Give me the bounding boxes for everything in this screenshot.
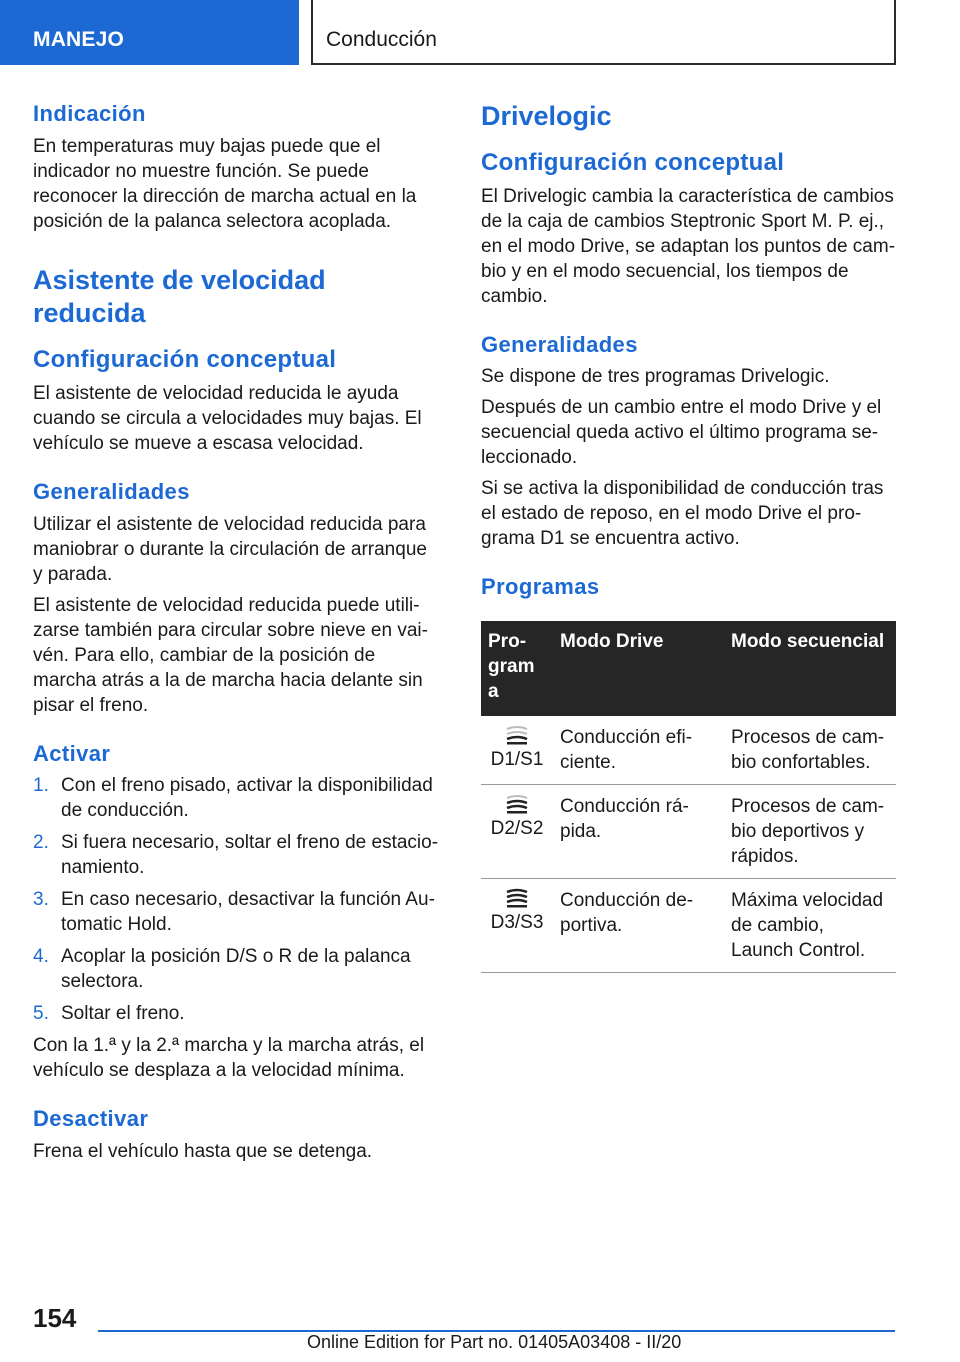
- list-item: [33, 773, 439, 823]
- step-text: Si fuera necesario, soltar el freno de estacionamiento.: [61, 832, 439, 878]
- section-tab: [0, 0, 299, 65]
- list-item: [33, 1001, 439, 1026]
- program-label: D2/S2: [490, 817, 544, 839]
- step-number: 1.: [33, 775, 49, 796]
- right-column: [481, 100, 896, 973]
- step-number: 5.: [33, 1003, 49, 1024]
- table-row: [481, 878, 896, 972]
- heading-asistente-generalidades: Generalidades: [33, 479, 190, 504]
- step-text: Acoplar la posición D/S o R de la palanca selectora.: [61, 946, 411, 992]
- step-number: 2.: [33, 832, 49, 853]
- drivelogic-1-icon: [505, 725, 529, 745]
- heading-drivelogic: Drivelogic: [481, 101, 612, 131]
- drive-cell: Conducción eficiente.: [553, 716, 724, 785]
- list-item: [33, 887, 439, 937]
- chapter-tab: [311, 0, 896, 65]
- paragraph-drivelogic-generalidades-1: Se dispone de tres programas Drivelogic.: [481, 366, 830, 388]
- table-header-row: [481, 621, 896, 716]
- step-text: Con el freno pisado, activar la disponibilidad de conducción.: [61, 775, 433, 821]
- heading-asistente: Asistente de velocidad reducida: [33, 264, 326, 329]
- step-text: Soltar el freno.: [61, 1003, 185, 1024]
- paragraph-desactivar: Frena el vehículo hasta que se detenga.: [33, 1140, 373, 1162]
- step-number: 4.: [33, 946, 49, 967]
- chapter-title: Conducción: [326, 28, 437, 51]
- paragraph-indicacion: En temperaturas muy bajas puede que el indicador no muestre función. Se puede reconocer la dirección de marcha actual en la posición de la palanca selectora acoplada.: [33, 135, 417, 232]
- table-row: [481, 716, 896, 785]
- heading-desactivar: Desactivar: [33, 1106, 149, 1131]
- paragraph-asistente-generalidades-1: Utilizar el asistente de velocidad reducida para maniobrar o durante la circulación de arranque y parada.: [33, 513, 427, 585]
- programs-table: [481, 621, 896, 973]
- paragraph-drivelogic-concepto: El Drivelogic cambia la característica de cambios de la caja de cambios Steptronic Sport M. P. ej., en el modo Drive, se adaptan los puntos de cambio y en el modo secuencial, los tiempos de cambio.: [481, 185, 896, 307]
- drivelogic-3-icon: [505, 888, 529, 908]
- list-item: [33, 830, 439, 880]
- step-text: En caso necesario, desactivar la función Automatic Hold.: [61, 889, 435, 935]
- column-header-drive: Modo Drive: [553, 621, 724, 716]
- page-number: 154: [33, 1303, 77, 1333]
- paragraph-asistente-generalidades-2: El asistente de velocidad reducida puede utilizarse también para circular sobre nieve en vaivén. Para ello, cambiar de la posición de marcha atrás a la de marcha hacia delante sin pisar el freno.: [33, 594, 428, 716]
- drive-cell: Conducción rápida.: [553, 784, 724, 878]
- program-label: D3/S3: [490, 911, 544, 933]
- table-row: [481, 784, 896, 878]
- paragraph-asistente-concepto: El asistente de velocidad reducida le ayuda cuando se circula a velocidades muy bajas. El vehículo se mueve a escasa velocidad.: [33, 383, 422, 454]
- step-number: 3.: [33, 889, 49, 910]
- program-cell: [481, 716, 553, 785]
- paragraph-drivelogic-generalidades-2: Después de un cambio entre el modo Drive y el secuencial queda activo el último programa seleccionado.: [481, 397, 882, 469]
- heading-drivelogic-concepto: Configuración conceptual: [481, 148, 785, 176]
- sequential-cell: Procesos de cambio confortables.: [724, 716, 896, 785]
- drive-cell: Conducción deportiva.: [553, 878, 724, 972]
- heading-activar: Activar: [33, 740, 111, 766]
- column-header-program: Program a: [481, 621, 553, 716]
- left-column: [33, 100, 439, 1164]
- column-header-sequential: Modo secuencial: [724, 621, 896, 716]
- activation-steps: [33, 773, 439, 1026]
- program-cell: [481, 784, 553, 878]
- program-label: D1/S1: [490, 748, 544, 770]
- sequential-cell: Procesos de cambio deportivos y rápidos.: [724, 784, 896, 878]
- heading-drivelogic-generalidades: Generalidades: [481, 331, 638, 357]
- drivelogic-2-icon: [505, 794, 529, 814]
- heading-programas: Programas: [481, 574, 600, 600]
- footer-edition: Online Edition for Part no. 01405A03408 - II/20: [307, 1332, 682, 1352]
- heading-asistente-concepto: Configuración conceptual: [33, 346, 337, 373]
- heading-indicacion: Indicación: [33, 101, 146, 126]
- program-cell: [481, 878, 553, 972]
- paragraph-drivelogic-generalidades-3: Si se activa la disponibilidad de conducción tras el estado de reposo, en el modo Drive el programa D1 se encuentra activo.: [481, 478, 884, 550]
- paragraph-after-steps: Con la 1.ª y la 2.ª marcha y la marcha atrás, el vehículo se desplaza a la velocidad mínima.: [33, 1035, 425, 1081]
- section-title: MANEJO: [33, 28, 125, 51]
- sequential-cell: Máxima velocidad de cambio, Launch Control.: [724, 878, 896, 972]
- list-item: [33, 944, 439, 994]
